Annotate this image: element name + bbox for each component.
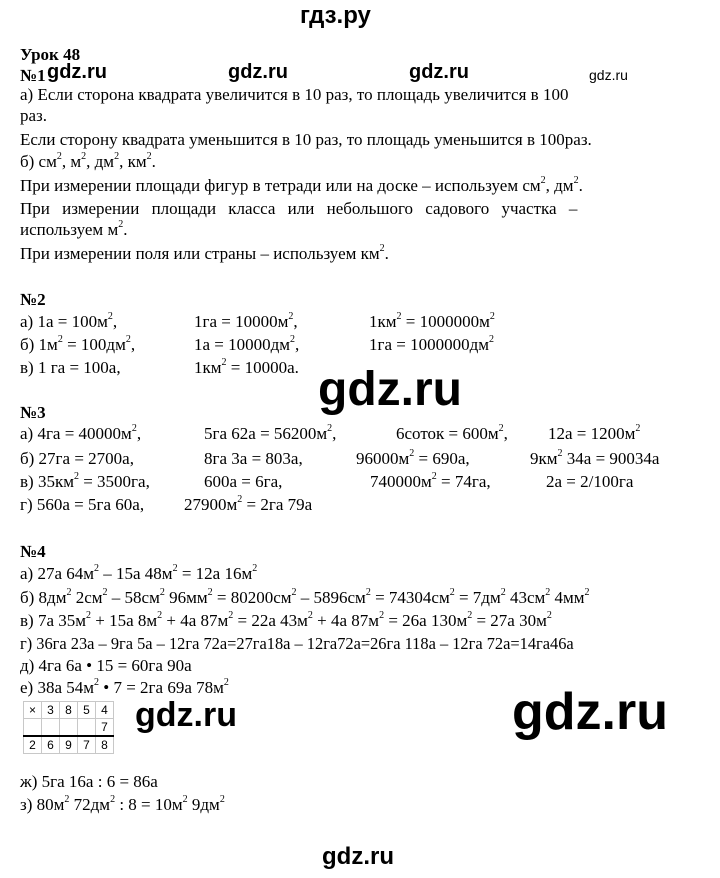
task-number: №1 [20, 66, 46, 85]
grid-cell: 9 [60, 736, 78, 754]
equation: $96000м^2 = 690а$, [356, 448, 470, 468]
text-line: а) Если сторона квадрата увеличится в 10 раз, то площадь увеличится в 100 [20, 85, 569, 104]
text-line: При измерении поля или страны – используем $км^2$. [20, 243, 389, 263]
equation: $740000м^2 = 74га$, [370, 471, 491, 491]
grid-cell [24, 719, 42, 737]
grid-cell: 3 [42, 702, 60, 719]
watermark: gdz.ru [589, 67, 628, 83]
equation: в) 1 га = 100а, [20, 358, 121, 377]
task-number: №3 [20, 403, 46, 422]
equation: $1км^2 = 1000000м^2$ [369, 311, 495, 331]
watermark: gdz.ru [318, 363, 462, 416]
task-number: №4 [20, 542, 46, 561]
equation: $1а = 10000дм^2$, [194, 334, 300, 354]
equation: б) 27га = 2700а, [20, 449, 134, 468]
multiplication-grid [23, 701, 114, 754]
grid-cell: 4 [96, 702, 114, 719]
watermark: gdz.ru [409, 61, 469, 83]
equation: $12а = 1200м^2$ [548, 423, 641, 443]
grid-cell: 8 [60, 702, 78, 719]
equation: 2а = 2/100га [546, 472, 634, 491]
equation: а) $4га = 40000м^2$, [20, 423, 142, 443]
text-line: используем $м^2$. [20, 219, 128, 239]
equation: $27900м^2 = 2га$ 79а [184, 494, 313, 514]
text-line: При измерении площади фигур в тетради или на доске – используем $см^2$, $дм^2$. [20, 175, 583, 195]
equation: з) $80м^2$ $72дм^2$ : $8 = 10м^2$ $9дм^2$ [20, 794, 225, 814]
site-header: гдз.ру [300, 2, 371, 29]
grid-cell: 7 [96, 719, 114, 737]
equation: е) 38а $54м^2$ • 7 = 2га 69а $78м^2$ [20, 677, 229, 697]
grid-cell: 7 [78, 736, 96, 754]
watermark: gdz.ru [47, 61, 107, 83]
grid-cell [60, 719, 78, 737]
equation: $9км^2$ 34а = 90034а [530, 448, 660, 468]
equation: г) 36га 23а – 9га 5а – 12га 72а=27га18а – 12га72а=26га 118а – 12га 72а=14га46а [20, 634, 574, 653]
equation: в) $35км^2 = 3500га$, [20, 471, 150, 491]
grid-cell: 8 [96, 736, 114, 754]
grid-cell: 6 [42, 736, 60, 754]
equation: г) 560а = 5га 60а, [20, 495, 145, 514]
grid-cell: 5 [78, 702, 96, 719]
grid-cell: × [24, 702, 42, 719]
watermark: gdz.ru [135, 696, 237, 734]
equation: ж) 5га 16а : 6 = 86а [20, 772, 158, 791]
text-line: При измерении площади класса или небольшого садового участка – [20, 199, 578, 218]
equation: д) 4га 6а • 15 = 60га 90а [20, 656, 192, 675]
text-line: б) $см^2$, $м^2$, $дм^2$, $км^2$. [20, 151, 156, 171]
watermark: gdz.ru [228, 61, 288, 83]
equation: 6соток = $600м^2$, [396, 423, 508, 443]
equation: в) 7а $35м^2 + 15а$ $8м^2 + 4а$ $87м^2 = 22а$ $43м^2 + 4а$ $87м^2 = 26а$ $130м^2 = 27а$ $30м^2$ [20, 610, 552, 630]
grid-cell [42, 719, 60, 737]
text-line: Если сторону квадрата уменьшится в 10 раз, то площадь уменьшится в 100раз. [20, 130, 592, 149]
equation: 600а = 6га, [204, 472, 283, 491]
lesson-title: Урок 48 [20, 45, 81, 64]
equation: 5га $62а = 56200м^2$, [204, 423, 337, 443]
grid-cell: 2 [24, 736, 42, 754]
equation: $1га = 1000000дм^2$ [369, 334, 495, 354]
watermark: gdz.ru [322, 843, 394, 870]
text-line: раз. [20, 106, 48, 125]
task-number: №2 [20, 290, 46, 309]
equation: б) $8дм^2$ $2см^2 - 58см^2$ $96мм^2 = 80200см^2 - 5896см^2 = 74304см^2 = 7дм^2$ $43см^2$ $4мм^2$ [20, 587, 590, 607]
equation: а) $1а = 100м^2$, [20, 311, 118, 331]
equation: а) 27а $64м^2 - 15а$ $48м^2 = 12а$ $16м^2$ [20, 563, 258, 583]
watermark: gdz.ru [512, 683, 668, 741]
equation: 8га 3а = 803а, [204, 449, 303, 468]
equation: $1км^2 = 10000а$. [194, 357, 299, 377]
equation: $1га = 10000м^2$, [194, 311, 298, 331]
equation: б) $1м^2 = 100дм^2$, [20, 334, 136, 354]
grid-cell [78, 719, 96, 737]
